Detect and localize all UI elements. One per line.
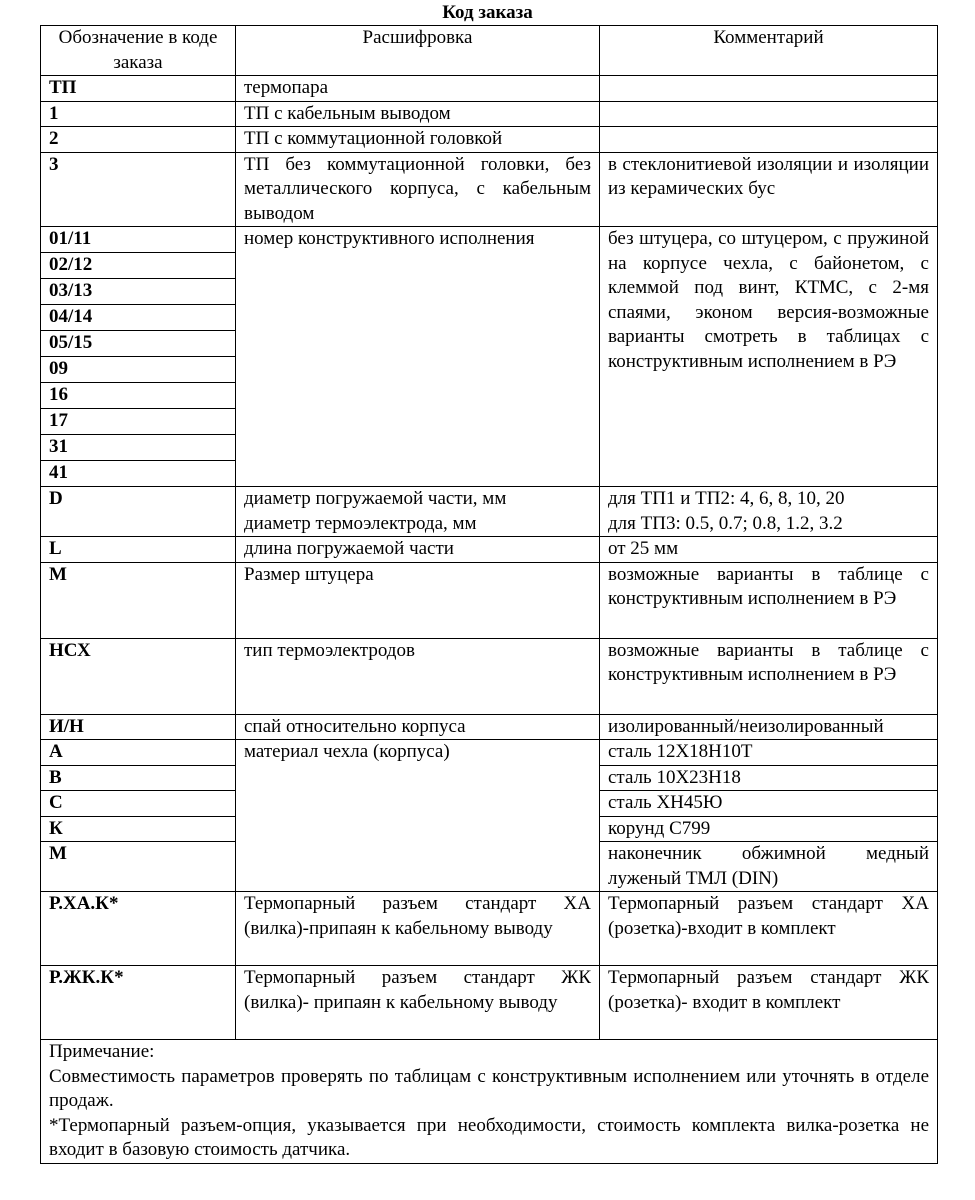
row-description: Термопарный разъем стандарт ХА (вилка)-припаян к кабельному выводу [236, 892, 600, 966]
table-row [41, 152, 938, 227]
row-comment: от 25 мм [600, 537, 938, 563]
version-code: 16 [41, 383, 236, 409]
row-code: 3 [41, 152, 236, 227]
version-code: 02/12 [41, 253, 236, 279]
row-description: тип термоэлектродов [236, 638, 600, 714]
row-description: ТП без коммутационной головки, без металлического корпуса, с кабельным выводом [236, 152, 600, 227]
version-comment: без штуцера, со штуцером, с пружиной на корпусе чехла, с байонетом, с клеммой под винт, КТМС, с 2-мя спаями, эконом версия-возможные варианты смотреть в таблицах с конструктивным исполнением в РЭ [600, 227, 938, 487]
row-code: M [41, 562, 236, 638]
version-description: номер конструктивного исполнения [236, 227, 600, 487]
table-row [41, 101, 938, 127]
row-description: ТП с коммутационной головкой [236, 127, 600, 153]
row-code: Р.ХА.К* [41, 892, 236, 966]
row-code: И/Н [41, 714, 236, 740]
table-row [41, 714, 938, 740]
table-row [41, 487, 938, 537]
material-code: М [41, 842, 236, 892]
note-row [41, 1040, 938, 1164]
version-code: 09 [41, 357, 236, 383]
version-code: 03/13 [41, 279, 236, 305]
material-code: В [41, 765, 236, 791]
table-row [41, 740, 938, 766]
row-comment: возможные варианты в таблице с конструктивным исполнением в РЭ [600, 562, 938, 638]
row-code: 2 [41, 127, 236, 153]
row-code: НСХ [41, 638, 236, 714]
version-code: 31 [41, 435, 236, 461]
material-code: А [41, 740, 236, 766]
table-row [41, 638, 938, 714]
material-comment: наконечник обжимной медный луженый ТМЛ (DIN) [600, 842, 938, 892]
table-row [41, 537, 938, 563]
row-description: термопара [236, 76, 600, 102]
row-comment: возможные варианты в таблице с конструктивным исполнением в РЭ [600, 638, 938, 714]
row-description: Термопарный разъем стандарт ЖК (вилка)- припаян к кабельному выводу [236, 966, 600, 1040]
row-description [236, 487, 600, 537]
row-comment: в стеклонитиевой изоляции и изоляции из керамических бус [600, 152, 938, 227]
version-code: 05/15 [41, 331, 236, 357]
row-comment [600, 487, 938, 537]
column-header-code: Обозначение в коде заказа [41, 26, 236, 76]
note-text: Совместимость параметров проверять по таблицам с конструктивным исполнением или уточнять в отделе продаж. [49, 1065, 929, 1111]
row-comment [600, 127, 938, 153]
material-comment: сталь 12Х18Н10Т [600, 740, 938, 766]
page-title: Код заказа [442, 2, 533, 23]
table-row [41, 892, 938, 966]
note-cell [41, 1040, 938, 1164]
row-description: длина погружаемой части [236, 537, 600, 563]
table-header-row [41, 26, 938, 76]
table-row [41, 562, 938, 638]
column-header-comment: Комментарий [600, 26, 938, 76]
row-code: Р.ЖК.К* [41, 966, 236, 1040]
table-row [41, 227, 938, 253]
description-line: диаметр погружаемой части, мм [244, 488, 507, 509]
table-row [41, 76, 938, 102]
material-code: С [41, 791, 236, 817]
version-code: 17 [41, 409, 236, 435]
row-comment [600, 76, 938, 102]
row-description: ТП с кабельным выводом [236, 101, 600, 127]
comment-line: для ТП1 и ТП2: 4, 6, 8, 10, 20 [608, 488, 845, 509]
material-comment: сталь ХН45Ю [600, 791, 938, 817]
description-line: диаметр термоэлектрода, мм [244, 512, 477, 534]
version-code: 04/14 [41, 305, 236, 331]
comment-line: для ТП3: 0.5, 0.7; 0.8, 1.2, 3.2 [608, 512, 843, 534]
row-comment: изолированный/неизолированный [600, 714, 938, 740]
material-description: материал чехла (корпуса) [236, 740, 600, 892]
row-code: D [41, 487, 236, 537]
table-row [41, 127, 938, 153]
order-code-table [40, 25, 938, 1164]
row-code: L [41, 537, 236, 563]
material-comment: корунд С799 [600, 816, 938, 842]
table-row [41, 966, 938, 1040]
row-description: спай относительно корпуса [236, 714, 600, 740]
row-code: ТП [41, 76, 236, 102]
row-code: 1 [41, 101, 236, 127]
version-code: 41 [41, 461, 236, 487]
material-comment: сталь 10Х23Н18 [600, 765, 938, 791]
row-description: Размер штуцера [236, 562, 600, 638]
row-comment [600, 101, 938, 127]
material-code: К [41, 816, 236, 842]
note-heading: Примечание: [49, 1041, 155, 1062]
row-comment: Термопарный разъем стандарт ЖК (розетка)- входит в комплект [600, 966, 938, 1040]
version-code: 01/11 [41, 227, 236, 253]
row-comment: Термопарный разъем стандарт ХА (розетка)-входит в комплект [600, 892, 938, 966]
column-header-description: Расшифровка [236, 26, 600, 76]
note-text: *Термопарный разъем-опция, указывается при необходимости, стоимость комплекта вилка-розетка не входит в базовую стоимость датчика. [49, 1114, 929, 1160]
